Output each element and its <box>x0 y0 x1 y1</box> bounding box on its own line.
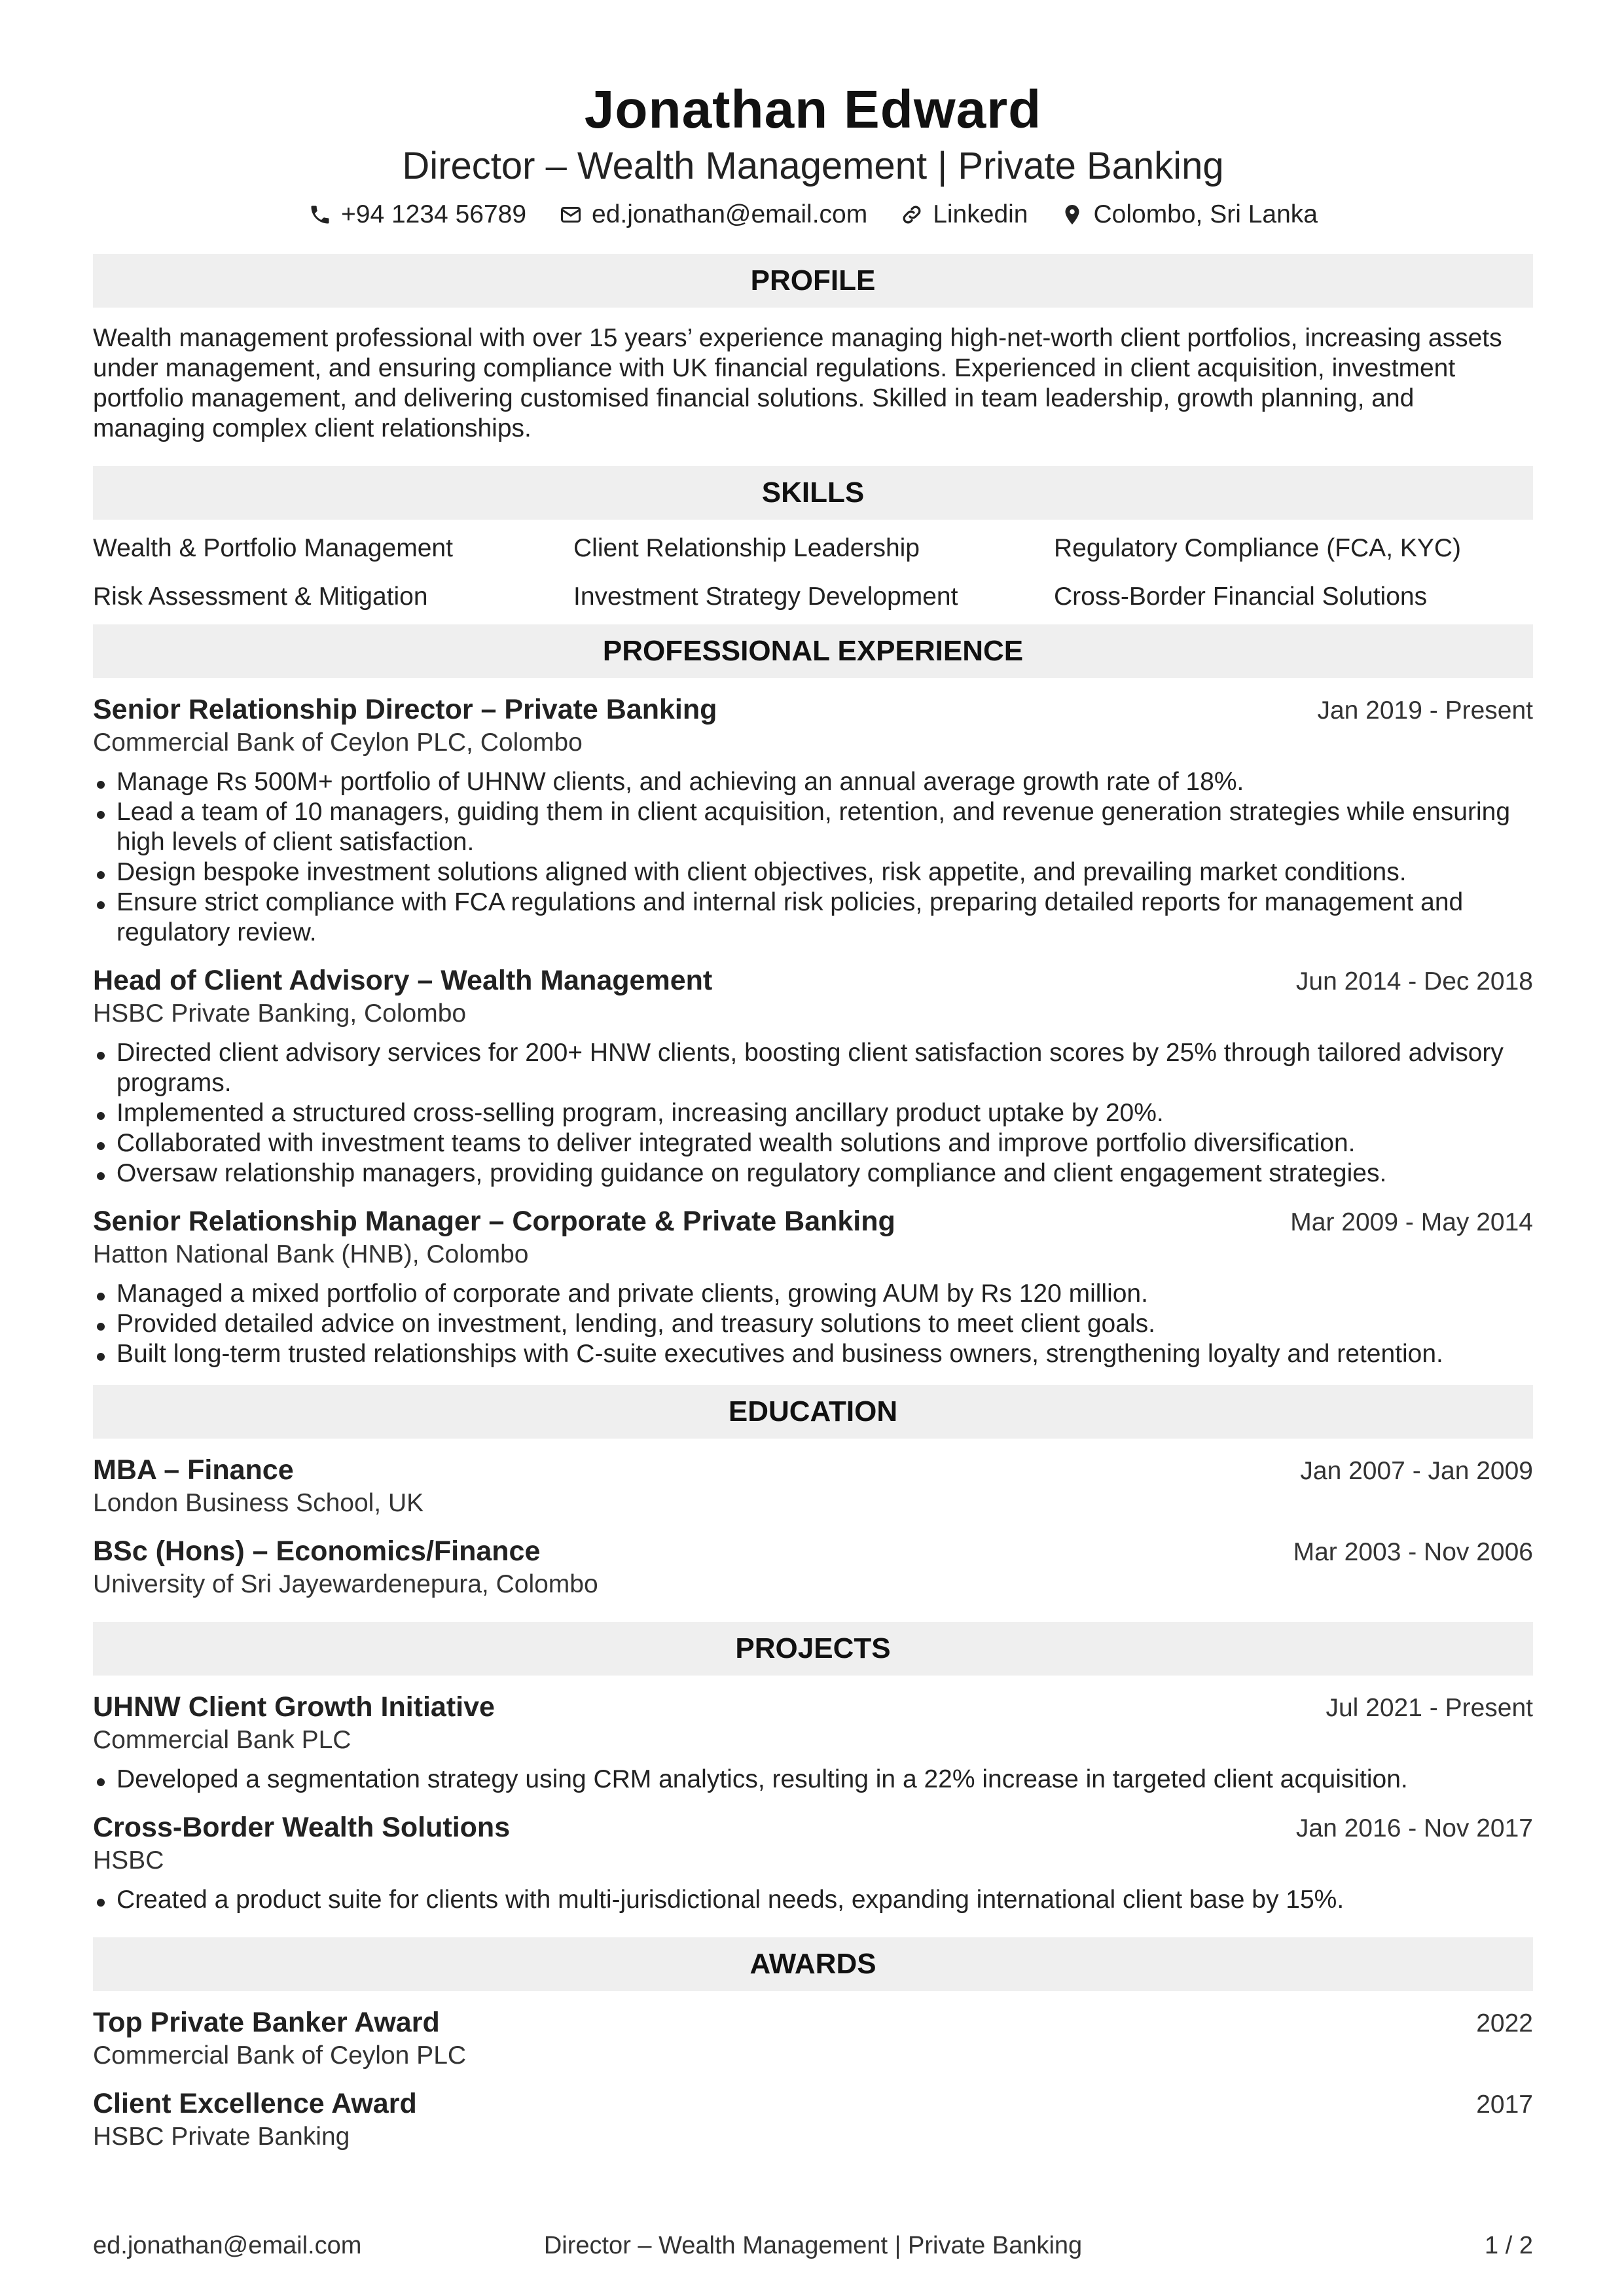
contact-location-text: Colombo, Sri Lanka <box>1093 200 1318 228</box>
job-date: Jan 2019 - Present <box>1317 696 1533 725</box>
project-date: Jul 2021 - Present <box>1326 1694 1533 1722</box>
degree-school: London Business School, UK <box>93 1489 424 1517</box>
bullet-item: Collaborated with investment teams to deliver integrated wealth solutions and improve portfolio diversification. <box>93 1128 1553 1158</box>
project-entry <box>93 1810 1533 1915</box>
project-entry <box>93 1690 1533 1795</box>
award-org: HSBC Private Banking <box>93 2123 350 2151</box>
contact-email-text: ed.jonathan@email.com <box>592 200 868 228</box>
phone-icon <box>308 203 332 226</box>
section-heading-skills: SKILLS <box>93 466 1533 520</box>
award-title: Client Excellence Award <box>93 2088 417 2119</box>
link-icon <box>900 203 924 226</box>
contact-linkedin[interactable] <box>900 196 1028 233</box>
bullet-item: Oversaw relationship managers, providing guidance on regulatory compliance and client engagement strategies. <box>93 1158 1553 1189</box>
bullet-item: Manage Rs 500M+ portfolio of UHNW clients, and achieving an annual average growth rate of 18%. <box>93 767 1553 797</box>
bullet-item: Implemented a structured cross-selling program, increasing ancillary product uptake by 20%. <box>93 1098 1553 1128</box>
page-footer <box>93 2232 1533 2260</box>
job-title: Senior Relationship Director – Private Banking <box>93 694 717 725</box>
degree-school: University of Sri Jayewardenepura, Colombo <box>93 1570 598 1598</box>
project-title: Cross-Border Wealth Solutions <box>93 1812 511 1843</box>
candidate-title: Director – Wealth Management | Private Banking <box>402 145 1224 187</box>
bullet-item: Created a product suite for clients with multi-jurisdictional needs, expanding international client base by 15%. <box>93 1885 1553 1915</box>
bullet-item: Provided detailed advice on investment, lending, and treasury solutions to meet client goals. <box>93 1309 1553 1339</box>
award-title: Top Private Banker Award <box>93 2007 440 2038</box>
candidate-name: Jonathan Edward <box>584 80 1042 139</box>
bullet-item: Lead a team of 10 managers, guiding them in client acquisition, retention, and revenue generation strategies while ensuring high levels of client satisfaction. <box>93 797 1553 857</box>
award-entry <box>93 2005 1533 2071</box>
job-bullets <box>93 1279 1533 1369</box>
bullet-item: Developed a segmentation strategy using CRM analytics, resulting in a 22% increase in targeted client acquisition. <box>93 1765 1553 1795</box>
contact-linkedin-text: Linkedin <box>933 200 1028 228</box>
project-date: Jan 2016 - Nov 2017 <box>1295 1814 1533 1842</box>
job-title: Head of Client Advisory – Wealth Management <box>93 965 713 996</box>
section-heading-awards: AWARDS <box>93 1937 1533 1991</box>
skill-item: Wealth & Portfolio Management <box>93 534 453 562</box>
bullet-item: Built long-term trusted relationships with C-suite executives and business owners, strengthening loyalty and retention. <box>93 1339 1553 1369</box>
project-bullets <box>93 1885 1533 1915</box>
job-entry <box>93 692 1533 948</box>
job-date: Mar 2009 - May 2014 <box>1290 1208 1533 1236</box>
resume-page <box>93 0 1533 2152</box>
footer-email: ed.jonathan@email.com <box>93 2232 362 2259</box>
job-entry <box>93 963 1533 1189</box>
skill-item: Investment Strategy Development <box>573 583 958 611</box>
location-icon <box>1060 203 1084 226</box>
bullet-item: Managed a mixed portfolio of corporate and private clients, growing AUM by Rs 120 million. <box>93 1279 1553 1309</box>
award-year: 2022 <box>1476 2009 1533 2037</box>
project-org: HSBC <box>93 1846 164 1874</box>
job-bullets <box>93 1038 1533 1189</box>
skill-item: Cross-Border Financial Solutions <box>1054 583 1428 611</box>
section-heading-education: EDUCATION <box>93 1385 1533 1439</box>
contact-email[interactable] <box>559 196 867 233</box>
degree-date: Mar 2003 - Nov 2006 <box>1293 1538 1533 1566</box>
header <box>93 0 1533 233</box>
job-org: Commercial Bank of Ceylon PLC, Colombo <box>93 728 583 757</box>
job-entry <box>93 1204 1533 1369</box>
skill-item: Regulatory Compliance (FCA, KYC) <box>1054 534 1462 562</box>
contact-phone <box>308 196 526 233</box>
bullet-item: Ensure strict compliance with FCA regulations and internal risk policies, preparing detailed reports for management and regulatory review. <box>93 888 1553 948</box>
job-org: HSBC Private Banking, Colombo <box>93 999 467 1028</box>
skill-item: Risk Assessment & Mitigation <box>93 583 428 611</box>
contact-row <box>93 196 1533 233</box>
project-bullets <box>93 1765 1533 1795</box>
profile-text: Wealth management professional with over 15 years’ experience managing high-net-worth client portfolios, increasing assets under management, and ensuring compliance with UK financial regulations. Experienced in client acquisition, investment portfolio management, and delivering customised financial solutions. Skilled in team leadership, growth planning, and managing complex client relationships. <box>93 324 1502 442</box>
education-entry <box>93 1534 1533 1600</box>
award-entry <box>93 2087 1533 2152</box>
bullet-item: Directed client advisory services for 200+ HNW clients, boosting client satisfaction scores by 25% through tailored advisory programs. <box>93 1038 1553 1098</box>
email-icon <box>559 203 583 226</box>
award-org: Commercial Bank of Ceylon PLC <box>93 2041 467 2070</box>
degree-title: MBA – Finance <box>93 1454 294 1486</box>
skill-item: Client Relationship Leadership <box>573 534 920 562</box>
contact-location <box>1060 196 1318 233</box>
contact-phone-text: +94 1234 56789 <box>341 200 527 228</box>
project-title: UHNW Client Growth Initiative <box>93 1691 495 1723</box>
job-org: Hatton National Bank (HNB), Colombo <box>93 1240 529 1268</box>
section-heading-profile: PROFILE <box>93 254 1533 308</box>
project-org: Commercial Bank PLC <box>93 1726 352 1754</box>
section-heading-projects: PROJECTS <box>93 1622 1533 1676</box>
job-title: Senior Relationship Manager – Corporate & Private Banking <box>93 1206 895 1237</box>
page-number: 1 / 2 <box>1485 2232 1533 2259</box>
degree-date: Jan 2007 - Jan 2009 <box>1300 1457 1533 1485</box>
award-year: 2017 <box>1476 2090 1533 2119</box>
bullet-item: Design bespoke investment solutions aligned with client objectives, risk appetite, and prevailing market conditions. <box>93 857 1553 888</box>
skills-grid <box>93 531 1533 614</box>
job-bullets <box>93 767 1533 948</box>
section-heading-experience: PROFESSIONAL EXPERIENCE <box>93 624 1533 678</box>
education-entry <box>93 1453 1533 1518</box>
degree-title: BSc (Hons) – Economics/Finance <box>93 1535 541 1567</box>
footer-title: Director – Wealth Management | Private Banking <box>543 2232 1083 2259</box>
job-date: Jun 2014 - Dec 2018 <box>1295 967 1533 996</box>
